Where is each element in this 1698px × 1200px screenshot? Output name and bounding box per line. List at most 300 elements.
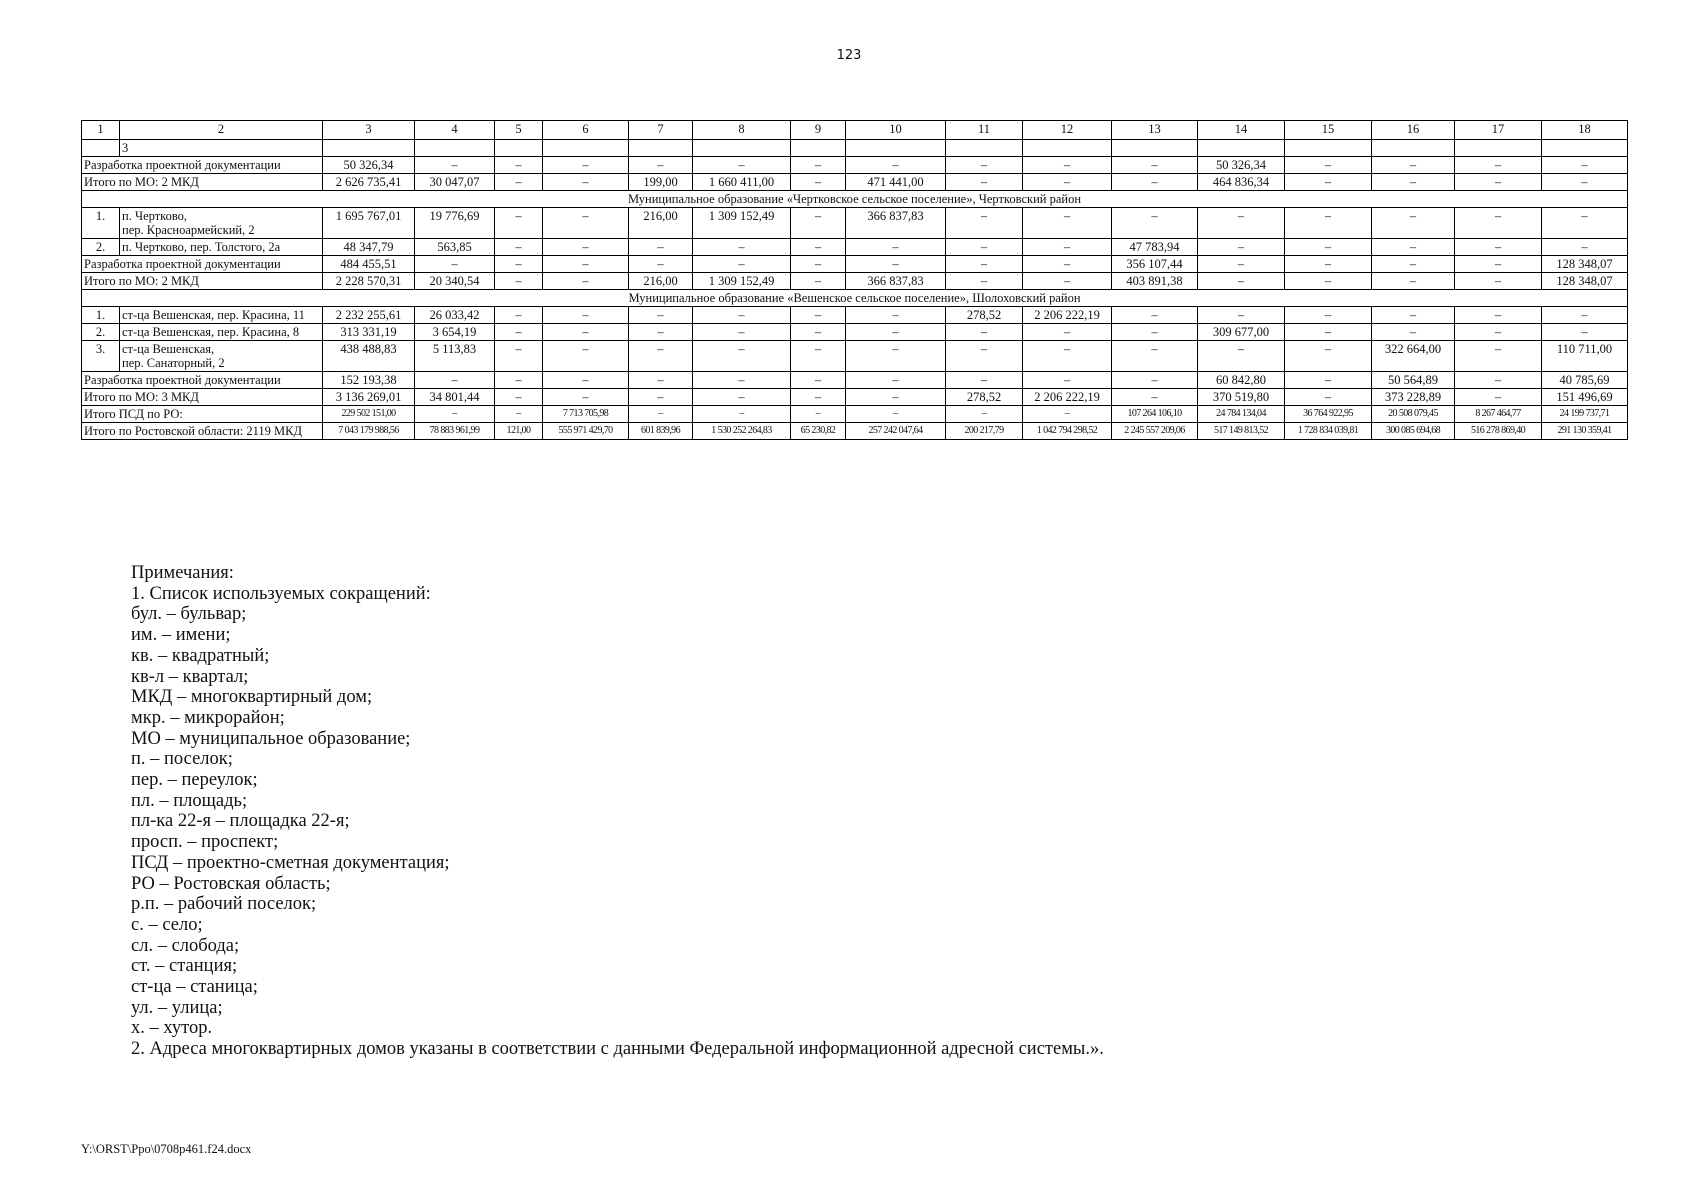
value-cell: 36 764 922,95 xyxy=(1285,406,1372,423)
value-cell: 7 043 179 988,56 xyxy=(323,423,415,440)
column-header: 1 xyxy=(82,121,120,140)
value-cell: – xyxy=(791,389,846,406)
value-cell: 24 199 737,71 xyxy=(1542,406,1628,423)
column-header: 6 xyxy=(543,121,629,140)
value-cell: – xyxy=(846,406,946,423)
value-cell: – xyxy=(1023,157,1112,174)
value-cell: 278,52 xyxy=(946,307,1023,324)
section-row xyxy=(82,290,1628,307)
value-cell: – xyxy=(1455,208,1542,239)
note-line: Примечания: xyxy=(131,563,234,583)
value-cell: – xyxy=(946,341,1023,372)
value-cell: – xyxy=(1372,307,1455,324)
table-row xyxy=(82,341,1628,372)
section-title: Муниципальное образование «Чертковское сельское поселение», Чертковский район xyxy=(82,191,1628,208)
value-cell: – xyxy=(1112,324,1198,341)
value-cell: – xyxy=(415,256,495,273)
value-cell: – xyxy=(1285,341,1372,372)
note-line: ст. – станция; xyxy=(131,956,238,977)
column-header: 17 xyxy=(1455,121,1542,140)
value-cell: – xyxy=(1285,208,1372,239)
row-number: 2. xyxy=(82,324,120,341)
column-header: 5 xyxy=(495,121,543,140)
column-header: 4 xyxy=(415,121,495,140)
value-cell: 5 113,83 xyxy=(415,341,495,372)
value-cell: 313 331,19 xyxy=(323,324,415,341)
value-cell: 107 264 106,10 xyxy=(1112,406,1198,423)
value-cell: 30 047,07 xyxy=(415,174,495,191)
table-cell xyxy=(791,140,846,157)
value-cell: – xyxy=(1198,341,1285,372)
row-label: Итого ПСД по РО: xyxy=(82,406,323,423)
value-cell: – xyxy=(1023,324,1112,341)
value-cell: – xyxy=(846,389,946,406)
value-cell: – xyxy=(1023,273,1112,290)
value-cell: 50 564,89 xyxy=(1372,372,1455,389)
value-cell: – xyxy=(1198,307,1285,324)
value-cell: 291 130 359,41 xyxy=(1542,423,1628,440)
row-label: Итого по МО: 3 МКД xyxy=(82,389,323,406)
value-cell: 2 245 557 209,06 xyxy=(1112,423,1198,440)
value-cell: 50 326,34 xyxy=(323,157,415,174)
section-row xyxy=(82,191,1628,208)
value-cell: – xyxy=(946,208,1023,239)
value-cell: – xyxy=(1285,372,1372,389)
value-cell: 1 728 834 039,81 xyxy=(1285,423,1372,440)
table-row xyxy=(82,389,1628,406)
value-cell: 65 230,82 xyxy=(791,423,846,440)
column-header: 11 xyxy=(946,121,1023,140)
value-cell: 1 042 794 298,52 xyxy=(1023,423,1112,440)
value-cell: 24 784 134,04 xyxy=(1198,406,1285,423)
table-cell xyxy=(846,140,946,157)
value-cell: 216,00 xyxy=(629,208,693,239)
value-cell: – xyxy=(543,157,629,174)
value-cell: 8 267 464,77 xyxy=(1455,406,1542,423)
row-number: 3. xyxy=(82,341,120,372)
note-line: 1. Список используемых сокращений: xyxy=(131,583,431,604)
value-cell: – xyxy=(791,208,846,239)
value-cell: – xyxy=(946,157,1023,174)
row-label: Итого по МО: 2 МКД xyxy=(82,273,323,290)
value-cell: – xyxy=(495,273,543,290)
value-cell: – xyxy=(693,256,791,273)
value-cell: 151 496,69 xyxy=(1542,389,1628,406)
column-header: 15 xyxy=(1285,121,1372,140)
value-cell: 471 441,00 xyxy=(846,174,946,191)
value-cell: 48 347,79 xyxy=(323,239,415,256)
value-cell: 121,00 xyxy=(495,423,543,440)
table-row xyxy=(82,372,1628,389)
value-cell: 78 883 961,99 xyxy=(415,423,495,440)
value-cell: – xyxy=(1023,208,1112,239)
value-cell: – xyxy=(543,341,629,372)
value-cell: – xyxy=(791,307,846,324)
row-label: Разработка проектной документации xyxy=(82,256,323,273)
value-cell: – xyxy=(495,341,543,372)
value-cell: – xyxy=(543,324,629,341)
value-cell: – xyxy=(1285,239,1372,256)
value-cell: – xyxy=(1372,239,1455,256)
table-cell xyxy=(1023,140,1112,157)
value-cell: – xyxy=(543,372,629,389)
note-line: с. – село; xyxy=(131,914,203,935)
value-cell: – xyxy=(1112,341,1198,372)
value-cell: – xyxy=(495,406,543,423)
value-cell: 216,00 xyxy=(629,273,693,290)
row-label: п. Чертково, пер. Красноармейский, 2 xyxy=(120,208,323,239)
value-cell: – xyxy=(693,372,791,389)
row-label: Итого по Ростовской области: 2119 МКД xyxy=(82,423,323,440)
value-cell: – xyxy=(1455,324,1542,341)
value-cell: – xyxy=(1542,239,1628,256)
value-cell: – xyxy=(693,307,791,324)
table-row xyxy=(82,423,1628,440)
value-cell: – xyxy=(693,341,791,372)
value-cell: 3 136 269,01 xyxy=(323,389,415,406)
table-cell xyxy=(946,140,1023,157)
value-cell: – xyxy=(543,273,629,290)
column-header: 3 xyxy=(323,121,415,140)
value-cell: – xyxy=(846,324,946,341)
value-cell: 199,00 xyxy=(629,174,693,191)
column-header: 16 xyxy=(1372,121,1455,140)
note-line: х. – хутор. xyxy=(131,1018,213,1039)
value-cell: – xyxy=(495,208,543,239)
value-cell: – xyxy=(846,341,946,372)
value-cell: – xyxy=(1455,157,1542,174)
value-cell: – xyxy=(1455,174,1542,191)
value-cell: – xyxy=(629,307,693,324)
value-cell: – xyxy=(1455,256,1542,273)
note-line: пл. – площадь; xyxy=(131,790,248,811)
table-cell xyxy=(1542,140,1628,157)
note-line: МО – муниципальное образование; xyxy=(131,728,411,749)
value-cell: – xyxy=(1285,273,1372,290)
value-cell: – xyxy=(693,324,791,341)
table-cell xyxy=(543,140,629,157)
table-cell xyxy=(1285,140,1372,157)
value-cell: 438 488,83 xyxy=(323,341,415,372)
value-cell: – xyxy=(791,341,846,372)
value-cell: 47 783,94 xyxy=(1112,239,1198,256)
value-cell: 2 206 222,19 xyxy=(1023,307,1112,324)
column-header: 2 xyxy=(120,121,323,140)
data-table xyxy=(81,120,1628,440)
table-row xyxy=(82,324,1628,341)
value-cell: 1 530 252 264,83 xyxy=(693,423,791,440)
value-cell: 366 837,83 xyxy=(846,273,946,290)
value-cell: 20 508 079,45 xyxy=(1372,406,1455,423)
column-header: 14 xyxy=(1198,121,1285,140)
value-cell: – xyxy=(1372,174,1455,191)
value-cell: 1 695 767,01 xyxy=(323,208,415,239)
value-cell: 40 785,69 xyxy=(1542,372,1628,389)
value-cell: – xyxy=(693,157,791,174)
value-cell: 2 232 255,61 xyxy=(323,307,415,324)
value-cell: – xyxy=(1112,389,1198,406)
row-label: Разработка проектной документации xyxy=(82,157,323,174)
value-cell: 1 309 152,49 xyxy=(693,273,791,290)
value-cell: 601 839,96 xyxy=(629,423,693,440)
value-cell: – xyxy=(1542,208,1628,239)
column-header: 18 xyxy=(1542,121,1628,140)
value-cell: – xyxy=(946,273,1023,290)
table-cell xyxy=(1455,140,1542,157)
page-number: 123 xyxy=(836,48,862,63)
value-cell: – xyxy=(846,239,946,256)
table-row xyxy=(82,140,1628,157)
value-cell: – xyxy=(846,307,946,324)
table-row xyxy=(82,256,1628,273)
value-cell: – xyxy=(946,324,1023,341)
value-cell: – xyxy=(1285,389,1372,406)
value-cell: – xyxy=(1198,239,1285,256)
value-cell: – xyxy=(1542,174,1628,191)
value-cell: – xyxy=(791,256,846,273)
value-cell: – xyxy=(629,389,693,406)
value-cell: – xyxy=(1372,256,1455,273)
value-cell: – xyxy=(1455,389,1542,406)
value-cell: 563,85 xyxy=(415,239,495,256)
note-line: им. – имени; xyxy=(131,625,231,646)
value-cell: – xyxy=(1285,157,1372,174)
note-line: просп. – проспект; xyxy=(131,832,279,853)
value-cell: – xyxy=(1285,174,1372,191)
value-cell: – xyxy=(495,157,543,174)
row-number: 2. xyxy=(82,239,120,256)
value-cell: 370 519,80 xyxy=(1198,389,1285,406)
value-cell: – xyxy=(946,406,1023,423)
table-row xyxy=(82,157,1628,174)
value-cell: 34 801,44 xyxy=(415,389,495,406)
value-cell: 300 085 694,68 xyxy=(1372,423,1455,440)
value-cell: – xyxy=(1112,372,1198,389)
value-cell: – xyxy=(495,174,543,191)
value-cell: – xyxy=(1023,256,1112,273)
note-line: пл-ка 22-я – площадка 22-я; xyxy=(131,811,350,832)
value-cell: – xyxy=(1112,208,1198,239)
value-cell: – xyxy=(415,157,495,174)
value-cell: – xyxy=(791,406,846,423)
note-line: 2. Адреса многоквартирных домов указаны в соответствии с данными Федеральной информационной адресной системы.». xyxy=(131,1039,1104,1060)
note-line: п. – поселок; xyxy=(131,749,233,770)
value-cell: – xyxy=(543,256,629,273)
value-cell: 484 455,51 xyxy=(323,256,415,273)
value-cell: 1 309 152,49 xyxy=(693,208,791,239)
value-cell: 60 842,80 xyxy=(1198,372,1285,389)
value-cell: 229 502 151,00 xyxy=(323,406,415,423)
value-cell: 517 149 813,52 xyxy=(1198,423,1285,440)
column-header: 13 xyxy=(1112,121,1198,140)
value-cell: – xyxy=(1372,324,1455,341)
value-cell: – xyxy=(629,341,693,372)
value-cell: – xyxy=(846,157,946,174)
note-line: ст-ца – станица; xyxy=(131,977,258,998)
value-cell: – xyxy=(1455,239,1542,256)
table-row xyxy=(82,307,1628,324)
value-cell: – xyxy=(1023,372,1112,389)
value-cell: – xyxy=(946,256,1023,273)
row-label: п. Чертково, пер. Толстого, 2а xyxy=(120,239,323,256)
value-cell: – xyxy=(629,239,693,256)
value-cell: 200 217,79 xyxy=(946,423,1023,440)
value-cell: – xyxy=(1372,273,1455,290)
value-cell: – xyxy=(1285,324,1372,341)
value-cell: – xyxy=(495,256,543,273)
value-cell: 7 713 705,98 xyxy=(543,406,629,423)
value-cell: 257 242 047,64 xyxy=(846,423,946,440)
value-cell: – xyxy=(629,406,693,423)
table-row xyxy=(82,174,1628,191)
value-cell: – xyxy=(791,157,846,174)
value-cell: 152 193,38 xyxy=(323,372,415,389)
note-line: кв. – квадратный; xyxy=(131,645,270,666)
value-cell: – xyxy=(791,372,846,389)
value-cell: 2 206 222,19 xyxy=(1023,389,1112,406)
value-cell: – xyxy=(1372,157,1455,174)
column-header: 7 xyxy=(629,121,693,140)
table-cell: 3 xyxy=(120,140,323,157)
note-line: мкр. – микрорайон; xyxy=(131,707,285,728)
column-header: 8 xyxy=(693,121,791,140)
column-header: 10 xyxy=(846,121,946,140)
value-cell: 128 348,07 xyxy=(1542,256,1628,273)
value-cell: – xyxy=(791,324,846,341)
value-cell: – xyxy=(693,389,791,406)
value-cell: – xyxy=(495,307,543,324)
value-cell: 356 107,44 xyxy=(1112,256,1198,273)
value-cell: – xyxy=(1198,208,1285,239)
note-line: сл. – слобода; xyxy=(131,935,240,956)
value-cell: – xyxy=(791,174,846,191)
value-cell: 19 776,69 xyxy=(415,208,495,239)
value-cell: 373 228,89 xyxy=(1372,389,1455,406)
value-cell: – xyxy=(1112,157,1198,174)
value-cell: – xyxy=(629,324,693,341)
value-cell: – xyxy=(946,239,1023,256)
note-line: МКД – многоквартирный дом; xyxy=(131,687,373,708)
value-cell: – xyxy=(629,372,693,389)
column-header: 12 xyxy=(1023,121,1112,140)
table-cell xyxy=(1112,140,1198,157)
value-cell: – xyxy=(1023,239,1112,256)
value-cell: 50 326,34 xyxy=(1198,157,1285,174)
row-label: ст-ца Вешенская, пер. Санаторный, 2 xyxy=(120,341,323,372)
value-cell: – xyxy=(415,406,495,423)
row-label: Итого по МО: 2 МКД xyxy=(82,174,323,191)
value-cell: – xyxy=(1455,341,1542,372)
value-cell: – xyxy=(1285,256,1372,273)
table-cell xyxy=(495,140,543,157)
value-cell: – xyxy=(1112,174,1198,191)
row-label: Разработка проектной документации xyxy=(82,372,323,389)
table-cell xyxy=(415,140,495,157)
value-cell: – xyxy=(543,208,629,239)
value-cell: 464 836,34 xyxy=(1198,174,1285,191)
row-label: ст-ца Вешенская, пер. Красина, 11 xyxy=(120,307,323,324)
table-cell xyxy=(323,140,415,157)
note-line: бул. – бульвар; xyxy=(131,604,247,625)
value-cell: – xyxy=(1023,341,1112,372)
value-cell: – xyxy=(1455,273,1542,290)
file-path-footer: Y:\ORST\Ppo\0708p461.f24.docx xyxy=(81,1142,252,1156)
note-line: ул. – улица; xyxy=(131,997,223,1018)
value-cell: – xyxy=(791,239,846,256)
value-cell: – xyxy=(1542,157,1628,174)
value-cell: – xyxy=(629,256,693,273)
value-cell: 366 837,83 xyxy=(846,208,946,239)
value-cell: – xyxy=(846,372,946,389)
value-cell: – xyxy=(629,157,693,174)
note-line: ПСД – проектно-сметная документация; xyxy=(131,852,450,873)
table-row xyxy=(82,208,1628,239)
value-cell: 555 971 429,70 xyxy=(543,423,629,440)
value-cell: – xyxy=(1023,174,1112,191)
value-cell: – xyxy=(1372,208,1455,239)
value-cell: 1 660 411,00 xyxy=(693,174,791,191)
value-cell: – xyxy=(693,406,791,423)
section-title: Муниципальное образование «Вешенское сельское поселение», Шолоховский район xyxy=(82,290,1628,307)
value-cell: – xyxy=(1542,324,1628,341)
note-line: р.п. – рабочий поселок; xyxy=(131,894,317,915)
value-cell: 403 891,38 xyxy=(1112,273,1198,290)
value-cell: 278,52 xyxy=(946,389,1023,406)
table-cell xyxy=(1372,140,1455,157)
value-cell: – xyxy=(543,239,629,256)
value-cell: 516 278 869,40 xyxy=(1455,423,1542,440)
value-cell: 2 626 735,41 xyxy=(323,174,415,191)
value-cell: – xyxy=(1023,406,1112,423)
table-row xyxy=(82,406,1628,423)
value-cell: – xyxy=(693,239,791,256)
value-cell: – xyxy=(495,372,543,389)
table-header-row xyxy=(82,121,1628,140)
note-line: РО – Ростовская область; xyxy=(131,873,331,894)
value-cell: – xyxy=(495,324,543,341)
value-cell: – xyxy=(1455,372,1542,389)
value-cell: – xyxy=(415,372,495,389)
value-cell: – xyxy=(846,256,946,273)
column-header: 9 xyxy=(791,121,846,140)
value-cell: – xyxy=(946,372,1023,389)
value-cell: – xyxy=(543,389,629,406)
value-cell: – xyxy=(1542,307,1628,324)
value-cell: 322 664,00 xyxy=(1372,341,1455,372)
value-cell: – xyxy=(1198,256,1285,273)
value-cell: – xyxy=(1285,307,1372,324)
row-number: 1. xyxy=(82,307,120,324)
value-cell: 20 340,54 xyxy=(415,273,495,290)
value-cell: – xyxy=(543,307,629,324)
value-cell: – xyxy=(543,174,629,191)
value-cell: – xyxy=(1198,273,1285,290)
value-cell: – xyxy=(1455,307,1542,324)
value-cell: – xyxy=(495,239,543,256)
note-line: пер. – переулок; xyxy=(131,770,258,791)
row-number: 1. xyxy=(82,208,120,239)
value-cell: – xyxy=(1112,307,1198,324)
value-cell: 26 033,42 xyxy=(415,307,495,324)
value-cell: 3 654,19 xyxy=(415,324,495,341)
table-cell xyxy=(1198,140,1285,157)
note-line: кв-л – квартал; xyxy=(131,666,249,687)
value-cell: – xyxy=(791,273,846,290)
value-cell: – xyxy=(495,389,543,406)
table-cell xyxy=(693,140,791,157)
value-cell: 110 711,00 xyxy=(1542,341,1628,372)
table-cell xyxy=(629,140,693,157)
